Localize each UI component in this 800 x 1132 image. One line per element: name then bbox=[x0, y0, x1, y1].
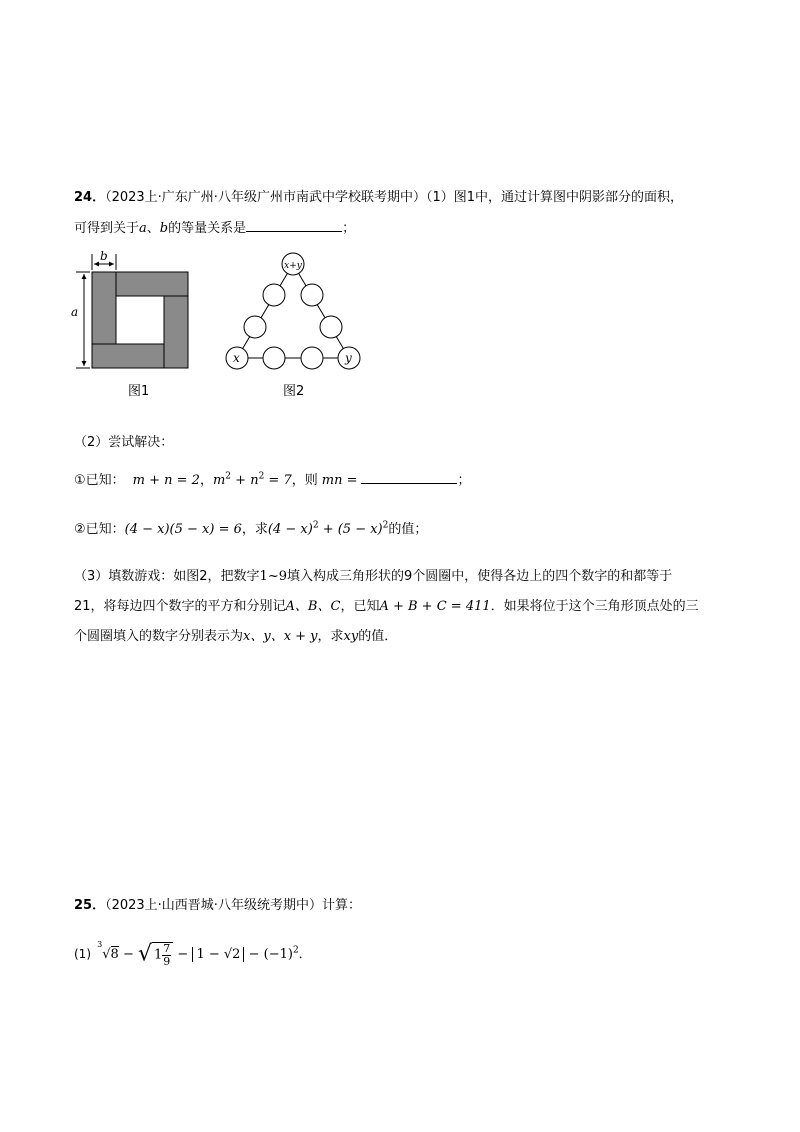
item2-expr-a: (4 − x) bbox=[267, 522, 313, 537]
q24-line2-prefix: 可得到关于 bbox=[74, 221, 140, 236]
last-term: (−1) bbox=[263, 947, 293, 962]
item1-eq1: m + n = 2 bbox=[132, 473, 200, 488]
var-a: a bbox=[139, 221, 147, 236]
separator: 、 bbox=[146, 221, 160, 236]
answer-blank-2[interactable] bbox=[361, 471, 457, 484]
sqrt-sign-icon: √ bbox=[137, 941, 153, 967]
item1-exp-m: 2 bbox=[225, 471, 232, 482]
part3-line3-b: ，求 bbox=[317, 629, 344, 644]
part3-line1-a: （3）填数游戏：如图2，把数字 bbox=[74, 569, 260, 584]
fig2-top-label: x+y bbox=[284, 261, 302, 271]
fraction-denominator: 9 bbox=[163, 954, 171, 968]
part3-line1 bbox=[74, 567, 672, 587]
q25-number: 25． bbox=[74, 898, 106, 913]
part3-line3-a: 个圆圈填入的数字分别表示为 bbox=[74, 629, 244, 644]
part3-line2-b: ，已知 bbox=[340, 599, 380, 614]
minus-2: − bbox=[173, 947, 193, 962]
part3-line3 bbox=[74, 627, 397, 647]
q24-line2-suffix: 的等量关系是 bbox=[168, 221, 247, 236]
mixed-whole: 1 bbox=[154, 947, 163, 962]
item1-m: m bbox=[212, 473, 226, 488]
part2-item1 bbox=[74, 471, 471, 491]
figure-1 bbox=[68, 248, 198, 374]
cbrt-arg: 8 bbox=[110, 947, 119, 962]
q25-source: （2023上·山西晋城·八年级统考期中） bbox=[105, 898, 322, 913]
item2-exp-b: 2 bbox=[382, 520, 389, 531]
item2-expr-b: + (5 − x) bbox=[318, 522, 383, 537]
part3-line3-c: 的值． bbox=[358, 629, 398, 644]
q25-item-label: (1) bbox=[74, 947, 91, 961]
fig1-label-a: a bbox=[71, 305, 79, 319]
part3-range: 1~9 bbox=[259, 569, 287, 584]
radical-sign-icon: √ bbox=[102, 947, 111, 962]
item1-label: ①已知： bbox=[74, 473, 125, 488]
q24-line1 bbox=[74, 188, 683, 208]
sqrt-content bbox=[152, 942, 173, 968]
fig2-caption: 图2 bbox=[283, 384, 305, 399]
fig2-left-label: x bbox=[233, 351, 240, 365]
q24-part1-label: （1） bbox=[425, 190, 454, 205]
fig1-caption: 图1 bbox=[128, 384, 150, 399]
fig2-right-label: y bbox=[345, 351, 352, 365]
part2-title: （2）尝试解决： bbox=[74, 435, 174, 450]
q25-task: 计算： bbox=[321, 898, 361, 913]
part3-line1-b: 填入构成三角形状的9个圆圈中，使得各边上的四个数字的和都等于 bbox=[286, 569, 673, 584]
part3-sum: A + B + C = 411 bbox=[379, 599, 491, 614]
item2-exp-a: 2 bbox=[312, 520, 319, 531]
part3-vars: x、y、x + y bbox=[243, 629, 318, 644]
item1-eq2-end: = 7 bbox=[264, 473, 292, 488]
minus-1: − bbox=[122, 947, 138, 962]
item1-comma: ， bbox=[199, 473, 213, 488]
fraction bbox=[162, 943, 171, 968]
item1-end: ； bbox=[457, 473, 471, 488]
cbrt-index: 3 bbox=[97, 939, 103, 949]
part3-line2 bbox=[74, 597, 699, 617]
part3-line2-c: ．如果将位于这个三角形顶点处的三 bbox=[490, 599, 699, 614]
cbrt-expression bbox=[97, 939, 123, 962]
item2-eq: (4 − x)(5 − x) = 6 bbox=[124, 522, 242, 537]
item1-then: ，则 bbox=[291, 473, 318, 488]
q25-end: ． bbox=[298, 947, 312, 962]
item2-end: 的值； bbox=[388, 522, 428, 537]
part3-xy: xy bbox=[343, 629, 359, 644]
minus-3: − bbox=[244, 947, 264, 962]
item1-exp-n: 2 bbox=[258, 471, 265, 482]
answer-blank-1[interactable] bbox=[246, 219, 342, 232]
figure-2 bbox=[218, 248, 366, 378]
var-b: b bbox=[159, 221, 169, 236]
part2-item2 bbox=[74, 520, 427, 540]
last-term-exp: 2 bbox=[292, 945, 299, 956]
q24-line2-end: ； bbox=[342, 221, 356, 236]
absolute-value-expr: 1 − √2 bbox=[192, 947, 244, 962]
item1-mn: mn = bbox=[321, 473, 358, 488]
q24-line2 bbox=[74, 219, 355, 239]
item1-plus-n: + n bbox=[231, 473, 259, 488]
item2-label: ②已知： bbox=[74, 522, 125, 537]
q24-source: （2023上·广东广州·八年级广州市南武中学校联考期中） bbox=[105, 190, 426, 205]
fraction-numerator: 7 bbox=[163, 941, 171, 955]
item2-ask: ，求 bbox=[241, 522, 268, 537]
fig1-label-b: b bbox=[100, 249, 108, 263]
part3-line2-a: 21，将每边四个数字的平方和分别记 bbox=[74, 599, 286, 614]
part3-abc: A、B、C bbox=[285, 599, 341, 614]
q25-line1 bbox=[74, 896, 361, 916]
q24-number: 24． bbox=[74, 190, 106, 205]
q24-part1-text: 图1中，通过计算图中阴影部分的面积， bbox=[453, 190, 684, 205]
q25-item1 bbox=[74, 936, 312, 972]
